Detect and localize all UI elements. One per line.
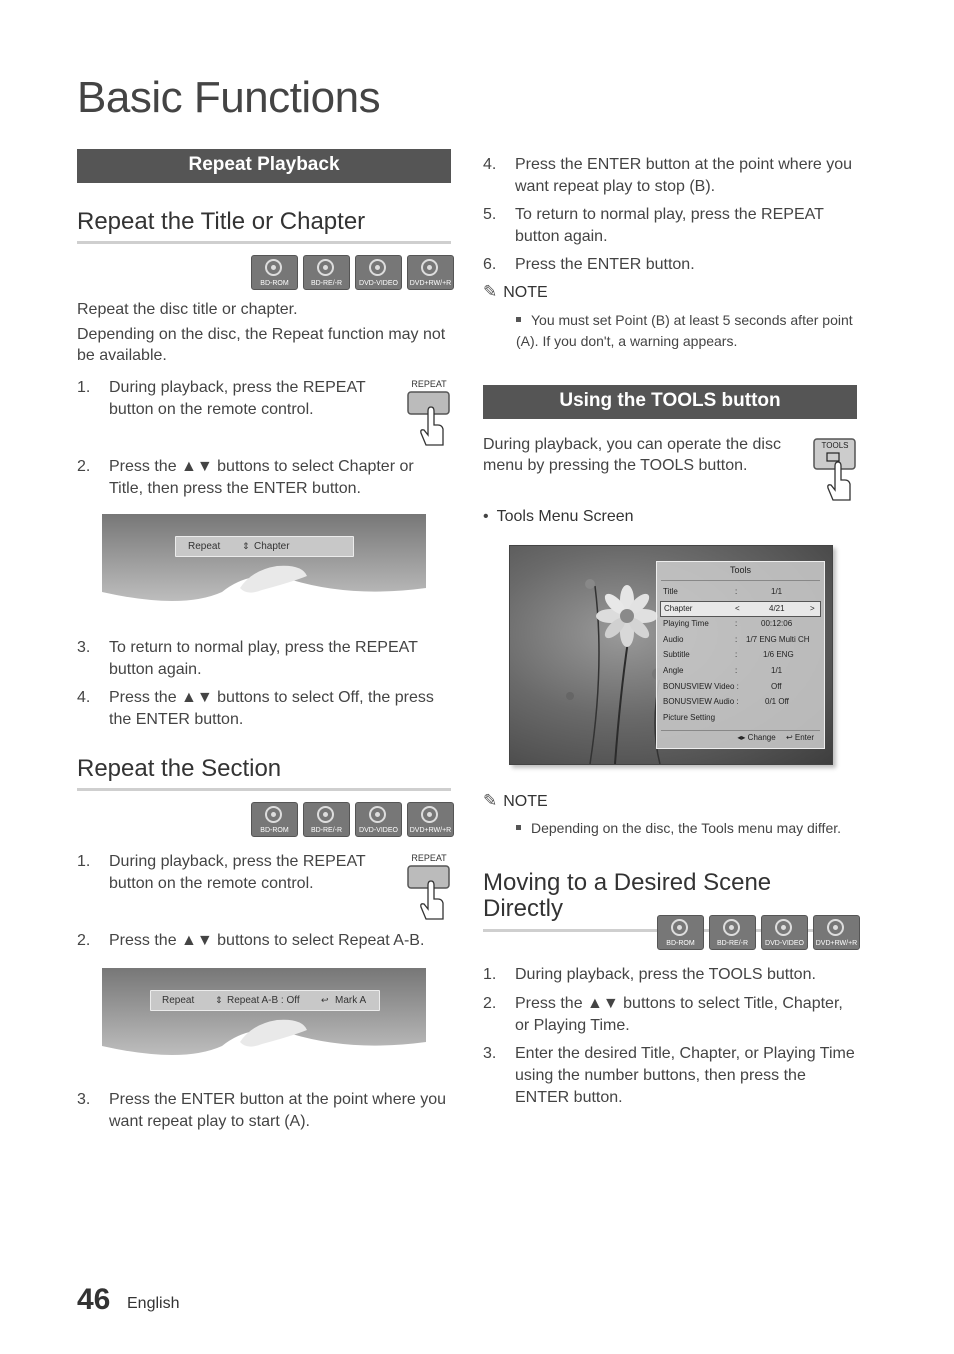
bd-rom-disc-icon: BD-ROM: [251, 255, 298, 290]
bd-rom-disc-icon: BD-ROM: [251, 802, 298, 837]
pencil-icon: ✎: [483, 791, 498, 810]
repeat-chapter-osd: Repeat ⇕ Chapter: [102, 514, 426, 610]
repeat-ab-osd: Repeat ⇕ Repeat A-B : Off ↩ Mark A: [102, 968, 426, 1064]
enter-icon: ↩: [785, 733, 793, 742]
tools-menu-footer: ◂▸ Change ↩ Enter: [737, 733, 814, 742]
heading-repeat-section: Repeat the Section: [77, 756, 451, 791]
tools-menu-panel: Tools Title : 1/1 Chapter < 4/21 > Playing Time : 00:12:06 Audio : 1/7 ENG Multi CH Subtitle : 1/6 ENG Angle : 1/1 BONUSVIEW Video : Off BONUSVIEW Audio : 0/1 Off Picture Setting ◂▸ Change ↩ Enter: [656, 561, 825, 749]
intro-text-2: Depending on the disc, the Repeat function may not be available.: [77, 326, 446, 364]
bd-re-disc-icon: BD-RE/-R: [303, 255, 350, 290]
heading-repeat-title-chapter: Repeat the Title or Chapter: [77, 209, 451, 244]
section-banner-tools: Using the TOOLS button: [483, 385, 857, 419]
disc-icon-row: [251, 802, 454, 837]
tools-row-title[interactable]: Title : 1/1: [663, 587, 783, 596]
disc-icon-row: [251, 255, 454, 290]
bullet-tools-menu-screen: • Tools Menu Screen: [483, 508, 634, 525]
tools-row-chapter-selected[interactable]: Chapter < 4/21 >: [660, 601, 821, 617]
dvd-video-disc-icon: DVD-VIDEO: [355, 255, 402, 290]
left-right-arrows-icon: ◂▸: [737, 733, 746, 742]
enter-icon: ↩: [321, 995, 329, 1005]
dvd-video-disc-icon: DVD-VIDEO: [761, 915, 808, 950]
dvd-rw-disc-icon: DVD+RW/+R: [813, 915, 860, 950]
tools-row-angle[interactable]: Angle : 1/1: [663, 666, 783, 675]
dvd-rw-disc-icon: DVD+RW/+R: [407, 255, 454, 290]
page-title: Basic Functions: [77, 73, 381, 122]
tools-row-bonusview-video[interactable]: BONUSVIEW Video : Off: [663, 682, 782, 691]
tools-row-playing-time[interactable]: Playing Time : 00:12:06: [663, 619, 793, 628]
bullet-square-icon: [516, 317, 521, 322]
heading-moving-desired-scene: Moving to a Desired Scene Directly: [483, 870, 857, 932]
tools-row-subtitle[interactable]: Subtitle : 1/6 ENG: [663, 650, 794, 659]
tools-row-audio[interactable]: Audio : 1/7 ENG Multi CH: [663, 635, 810, 644]
page-language: English: [127, 1295, 180, 1312]
tools-intro-text: During playback, you can operate the disc menu by pressing the TOOLS button.: [483, 436, 781, 474]
bd-re-disc-icon: BD-RE/-R: [709, 915, 756, 950]
section-banner-repeat-playback: Repeat Playback: [77, 149, 451, 183]
note-heading: ✎ NOTE: [483, 791, 548, 810]
bullet-dot-icon: •: [483, 508, 489, 525]
repeat-remote-icon: REPEAT: [406, 853, 452, 923]
up-down-arrows-icon: ⇕: [242, 541, 250, 551]
pencil-icon: ✎: [483, 282, 498, 301]
page-number: 46: [77, 1283, 111, 1316]
note-text: Depending on the disc, the Tools menu may differ.: [516, 818, 856, 839]
bd-rom-disc-icon: BD-ROM: [657, 915, 704, 950]
repeat-remote-icon: REPEAT: [406, 379, 452, 449]
tools-row-bonusview-audio[interactable]: BONUSVIEW Audio : 0/1 Off: [663, 697, 789, 706]
dvd-video-disc-icon: DVD-VIDEO: [355, 802, 402, 837]
dvd-rw-disc-icon: DVD+RW/+R: [407, 802, 454, 837]
bd-re-disc-icon: BD-RE/-R: [303, 802, 350, 837]
bullet-square-icon: [516, 825, 521, 830]
intro-text-1: Repeat the disc title or chapter.: [77, 301, 298, 318]
disc-icon-row: [657, 915, 860, 950]
tools-menu-screenshot: [509, 545, 833, 765]
tools-remote-icon: TOOLS: [812, 438, 858, 508]
note-text: You must set Point (B) at least 5 seconds after point (A). If you don't, a warning appears.: [516, 312, 853, 349]
tools-row-picture-setting[interactable]: Picture Setting: [663, 713, 716, 722]
up-down-arrows-icon: ⇕: [215, 995, 223, 1005]
note-heading: ✎ NOTE: [483, 282, 548, 301]
